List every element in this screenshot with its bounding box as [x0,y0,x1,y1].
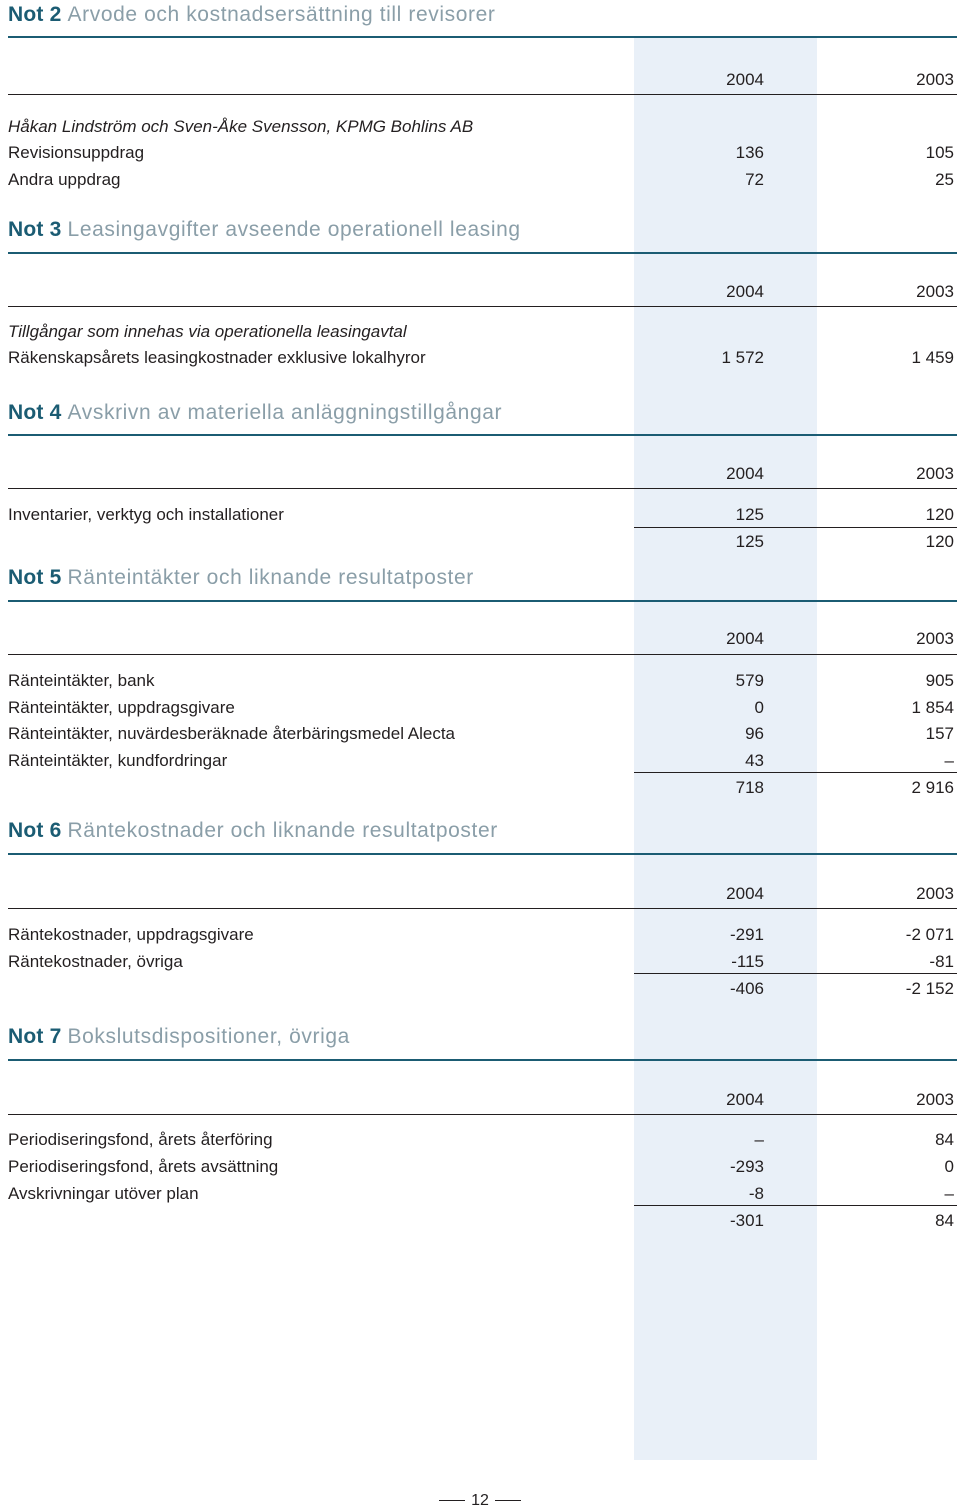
note-6-total-2003: -2 152 [905,979,954,998]
note-5-title: Ränteintäkter och liknande resultatposter [67,566,474,589]
note-4-label: Not 4 [8,401,62,424]
note-2-title: Arvode och kostnadsersättning till revisorer [67,3,496,26]
footer-dash-right [495,1500,521,1501]
note-5-year-2004: 2004 [726,629,764,648]
note-5-label: Not 5 [8,566,62,589]
note-2-year-2004: 2004 [726,70,764,89]
note-6-row-2-2004: -115 [731,952,764,971]
note-2-year-2003: 2003 [916,70,954,89]
note-5-total-2003: 2 916 [911,778,954,797]
note-6-year-2003: 2003 [916,884,954,903]
note-6-title: Räntekostnader och liknande resultatposter [67,819,498,842]
note-4-year-rule [8,488,957,489]
note-2-row-1-label: Revisionsuppdrag [8,143,145,162]
note-4-total-2004: 125 [735,532,764,551]
note-7-heading [8,1025,350,1049]
note-2-heading-rule [8,36,957,38]
note-5-row-1-label: Ränteintäkter, bank [8,671,155,690]
note-7-row-1-label: Periodiseringsfond, årets återföring [8,1130,273,1149]
note-3-row-1-2003: 1 459 [911,348,954,367]
note-4-year-2004: 2004 [726,464,764,483]
note-6-row-1-2003: -2 071 [905,925,954,944]
note-7-row-2-2004: -293 [729,1157,764,1176]
note-4-row-1-2004: 125 [735,505,764,524]
note-5-row-4-2004: 43 [745,751,764,770]
note-6-year-2004: 2004 [726,884,764,903]
note-3-row-1-2004: 1 572 [721,348,764,367]
note-4-year-2003: 2003 [916,464,954,483]
note-5-row-4-label: Ränteintäkter, kundfordringar [8,751,228,770]
note-6-sum-rule [634,973,957,974]
note-7-title: Bokslutsdispositioner, övriga [67,1025,350,1048]
note-3-heading [8,218,521,242]
note-7-heading-rule [8,1059,957,1061]
note-5-row-1-2003: 905 [925,671,954,690]
note-7-year-rule [8,1114,957,1115]
note-3-subheading: Tillgångar som innehas via operationella leasingavtal [8,322,407,341]
note-5-row-2-label: Ränteintäkter, uppdragsgivare [8,698,235,717]
note-7-row-2-label: Periodiseringsfond, årets avsättning [8,1157,279,1176]
note-5-heading-rule [8,600,957,602]
note-7-sum-rule [634,1205,957,1206]
note-2-row-2-2004: 72 [745,170,764,189]
note-4-row-1-label: Inventarier, verktyg och installationer [8,505,284,524]
page-number: 12 [471,1492,489,1509]
note-2-row-1-2004: 136 [735,143,764,162]
note-7-year-2004: 2004 [726,1090,764,1109]
note-2-row-2-2003: 25 [935,170,954,189]
note-7-label: Not 7 [8,1025,62,1048]
note-4-row-1-2003: 120 [925,505,954,524]
footer-dash-left [439,1500,465,1501]
note-6-row-1-label: Räntekostnader, uppdragsgivare [8,925,254,944]
note-5-row-3-2003: 157 [925,724,954,743]
note-6-row-2-2003: -81 [929,952,954,971]
page-footer [0,1492,960,1510]
note-5-year-2003: 2003 [916,629,954,648]
note-7-total-2004: -301 [729,1211,764,1230]
note-7-row-3-2004: -8 [748,1184,764,1203]
note-5-sum-rule [634,772,957,773]
note-6-total-2004: -406 [729,979,764,998]
note-6-heading-rule [8,853,957,855]
note-4-title: Avskrivn av materiella anläggningstillgångar [67,401,503,424]
note-7-row-2-2003: 0 [944,1157,954,1176]
note-3-year-2004: 2004 [726,282,764,301]
note-5-row-2-2004: 0 [754,698,764,717]
note-7-total-2003: 84 [935,1211,954,1230]
note-6-row-2-label: Räntekostnader, övriga [8,952,183,971]
note-7-row-1-2003: 84 [935,1130,954,1149]
note-5-row-4-2003: – [944,751,954,770]
note-5-row-1-2004: 579 [735,671,764,690]
note-2-heading [8,3,495,27]
note-7-year-2003: 2003 [916,1090,954,1109]
note-2-label: Not 2 [8,3,62,26]
note-2-row-1-2003: 105 [925,143,954,162]
note-7-row-3-label: Avskrivningar utöver plan [8,1184,199,1203]
note-4-sum-rule [634,527,957,528]
note-5-row-2-2003: 1 854 [911,698,954,717]
note-5-total-2004: 718 [735,778,764,797]
note-2-subheading: Håkan Lindström och Sven-Åke Svensson, KPMG Bohlins AB [8,117,474,136]
note-4-heading [8,401,502,425]
note-5-row-3-label: Ränteintäkter, nuvärdesberäknade återbäringsmedel Alecta [8,724,456,743]
note-5-year-rule [8,654,957,655]
note-3-row-1-label: Räkenskapsårets leasingkostnader exklusive lokalhyror [8,348,426,367]
note-5-row-3-2004: 96 [745,724,764,743]
note-2-row-2-label: Andra uppdrag [8,170,121,189]
note-3-label: Not 3 [8,218,62,241]
note-4-heading-rule [8,434,957,436]
note-4-total-2003: 120 [925,532,954,551]
note-3-title: Leasingavgifter avseende operationell leasing [67,218,521,241]
note-7-row-1-2004: – [754,1130,764,1149]
note-6-year-rule [8,908,957,909]
note-6-label: Not 6 [8,819,62,842]
note-6-row-1-2004: -291 [729,925,764,944]
note-5-heading [8,566,474,590]
note-3-heading-rule [8,252,957,254]
note-7-row-3-2003: – [944,1184,954,1203]
note-2-year-rule [8,94,957,95]
note-3-year-2003: 2003 [916,282,954,301]
note-6-heading [8,819,498,843]
note-3-year-rule [8,306,957,307]
